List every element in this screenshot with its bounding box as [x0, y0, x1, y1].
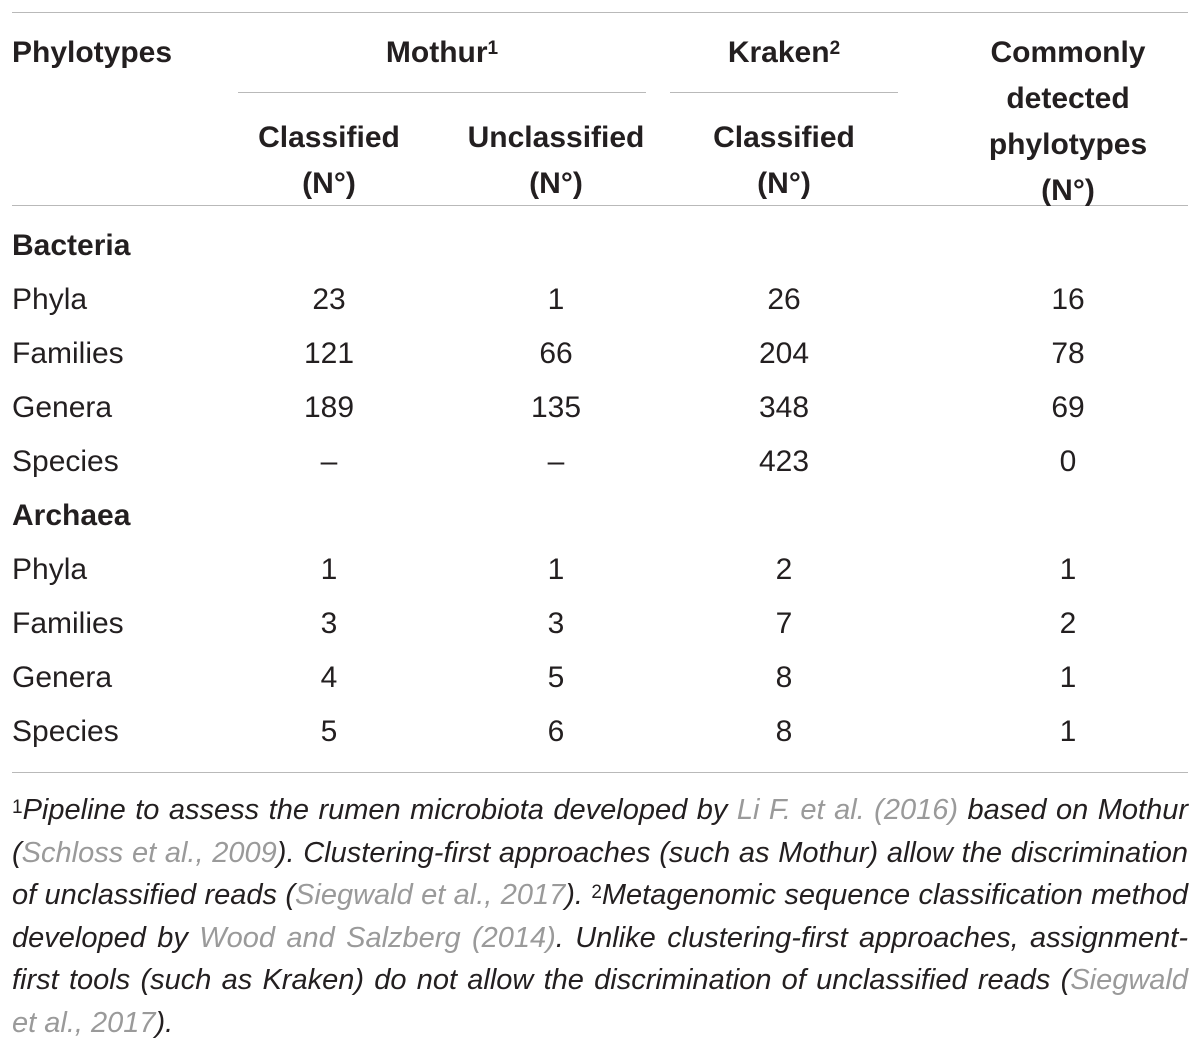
cell-mothur-classified: 23: [312, 283, 346, 316]
cell-kraken-classified: 423: [758, 445, 810, 478]
cell-kraken-classified: 348: [758, 391, 810, 424]
row-label: Families: [12, 607, 124, 640]
header-common-line-3: phylotypes: [988, 128, 1148, 161]
cell-mothur-classified: –: [320, 445, 338, 478]
citation-link[interactable]: Siegwald et al., 2017: [295, 879, 566, 912]
cell-mothur-unclassified: 6: [547, 715, 565, 748]
row-label: Families: [12, 337, 124, 370]
cell-kraken-classified: 204: [758, 337, 810, 370]
footnote-marker-2: 2: [591, 882, 602, 904]
table-footnote: [12, 789, 1188, 1045]
header-common-line-4: (N°): [1041, 174, 1095, 207]
cell-common: 1: [1059, 715, 1077, 748]
header-kraken-classified-line-1: Classified: [713, 121, 855, 154]
header-kraken-label: Kraken: [727, 36, 830, 69]
footnote-text: ).: [155, 1006, 174, 1039]
cell-mothur-unclassified: 1: [547, 553, 565, 586]
cell-kraken-classified: 8: [775, 715, 793, 748]
cell-common: 78: [1051, 337, 1085, 370]
header-mothur: [238, 30, 646, 76]
top-rule: [12, 12, 1188, 13]
citation-link[interactable]: Wood and Salzberg (2014): [199, 921, 556, 954]
citation-link[interactable]: Schloss et al., 2009: [21, 836, 277, 869]
footnote-text: . Unlike clustering-first approaches, assignment-first tools (such as Kraken) do not allow the discrimination of unclassified reads (: [12, 921, 1188, 997]
row-label: Phyla: [12, 553, 88, 586]
cell-common: 1: [1059, 553, 1077, 586]
cell-mothur-classified: 3: [320, 607, 338, 640]
header-mothur-classified-line-1: Classified: [258, 121, 400, 154]
cell-mothur-classified: 1: [320, 553, 338, 586]
footnote-text: based on Mothur (: [12, 794, 1188, 869]
cell-mothur-unclassified: –: [547, 445, 565, 478]
header-kraken-classified-line-2: (N°): [757, 167, 811, 200]
header-kraken-classified: [684, 115, 884, 207]
cell-common: 69: [1051, 391, 1085, 424]
row-label: Genera: [12, 661, 113, 694]
footnote-text: Pipeline to assess the rumen microbiota developed by: [22, 794, 737, 826]
cell-mothur-unclassified: 135: [530, 391, 582, 424]
cell-kraken-classified: 26: [767, 283, 801, 316]
cell-common: 16: [1051, 283, 1085, 316]
row-label: Species: [12, 715, 119, 748]
cell-common: 2: [1059, 607, 1077, 640]
footnote-marker-1: 1: [12, 797, 23, 818]
cell-kraken-classified: 8: [775, 661, 793, 694]
header-common: [948, 30, 1188, 214]
header-kraken: [670, 30, 898, 76]
footnote-text: Metagenomic sequence classification method developed by: [12, 879, 1188, 954]
header-mothur-unclassified-line-1: Unclassified: [467, 121, 645, 154]
cell-kraken-classified: 2: [775, 553, 793, 586]
table-bottom-rule: [12, 772, 1188, 773]
cell-mothur-classified: 5: [320, 715, 338, 748]
cell-common: 0: [1059, 445, 1077, 478]
cell-mothur-unclassified: 3: [547, 607, 565, 640]
cell-mothur-unclassified: 5: [547, 661, 565, 694]
header-mothur-unclassified: [436, 115, 676, 207]
kraken-span-rule: [670, 92, 898, 93]
header-mothur-classified-line-2: (N°): [302, 167, 356, 200]
group-label-archaea: Archaea: [12, 499, 131, 532]
group-label-bacteria: Bacteria: [12, 229, 131, 262]
cell-mothur-classified: 4: [320, 661, 338, 694]
cell-mothur-classified: 189: [303, 391, 355, 424]
mothur-span-rule: [238, 92, 646, 93]
row-label: Phyla: [12, 283, 88, 316]
cell-common: 1: [1059, 661, 1077, 694]
citation-link[interactable]: Siegwald et al., 2017: [12, 964, 1188, 1039]
cell-mothur-classified: 121: [303, 337, 355, 370]
header-common-line-2: detected: [1006, 82, 1130, 115]
cell-kraken-classified: 7: [775, 607, 793, 640]
footnote-text: ).: [565, 879, 592, 912]
header-kraken-sup: 2: [829, 38, 841, 59]
footnote-text: ). Clustering-first approaches (such as Mothur) allow the discrimination of unclassified reads (: [12, 836, 1188, 912]
row-label: Genera: [12, 391, 113, 424]
row-label: Species: [12, 445, 119, 478]
header-mothur-classified: [229, 115, 429, 207]
cell-mothur-unclassified: 1: [547, 283, 565, 316]
header-mothur-label: Mothur: [385, 36, 488, 69]
cell-mothur-unclassified: 66: [539, 337, 573, 370]
header-mothur-unclassified-line-2: (N°): [529, 167, 583, 200]
citation-link[interactable]: Li F. et al. (2016): [736, 794, 959, 826]
header-common-line-1: Commonly: [990, 36, 1146, 69]
header-phylotypes: Phylotypes: [12, 36, 173, 69]
header-mothur-sup: 1: [487, 38, 499, 59]
